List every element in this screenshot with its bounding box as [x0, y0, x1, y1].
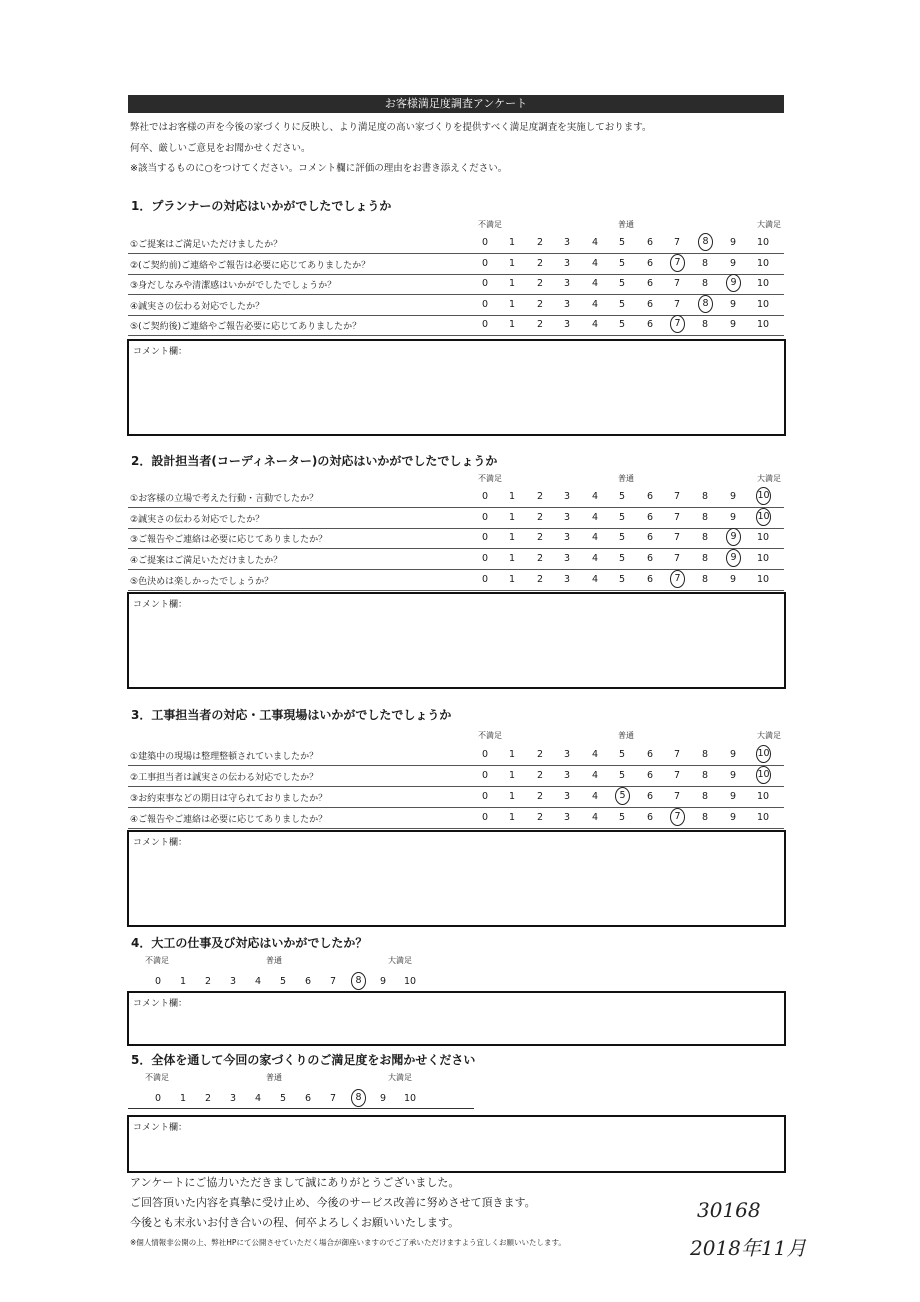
rating-option[interactable]: 7	[673, 553, 681, 564]
question-row	[128, 254, 784, 275]
rating-option[interactable]: 2	[536, 258, 544, 269]
rating-option[interactable]: 1	[508, 258, 516, 269]
rating-option[interactable]: 0	[481, 812, 489, 823]
scale-low-label: 不満足	[478, 220, 502, 229]
rating-option[interactable]: 2	[536, 574, 544, 585]
handwritten-id: 30168	[697, 1198, 761, 1222]
rating-option-selected[interactable]: 7	[670, 254, 685, 272]
rating-option[interactable]: 1	[508, 553, 516, 564]
question-row	[128, 528, 784, 549]
rating-option[interactable]: 0	[481, 278, 489, 289]
rating-option[interactable]: 0	[481, 258, 489, 269]
section-2-title: 2．設計担当者(コーディネーター)の対応はいかがでしたでしょうか	[131, 454, 498, 468]
rating-option[interactable]: 9	[729, 237, 737, 248]
scale-high-label: 大満足	[757, 731, 781, 740]
rating-option[interactable]: 2	[536, 553, 544, 564]
rating-option[interactable]: 2	[536, 812, 544, 823]
rating-option-selected[interactable]: 5	[615, 787, 630, 805]
rating-option[interactable]: 5	[618, 278, 626, 289]
question-row	[128, 295, 784, 316]
rating-option[interactable]: 6	[646, 491, 654, 502]
rating-option[interactable]: 1	[508, 532, 516, 543]
rating-option[interactable]: 6	[646, 512, 654, 523]
rating-option[interactable]: 3	[563, 512, 571, 523]
rating-option[interactable]: 9	[729, 258, 737, 269]
rating-option[interactable]: 4	[591, 553, 599, 564]
rating-option[interactable]: 6	[304, 1093, 312, 1104]
rating-option[interactable]: 7	[329, 1093, 337, 1104]
rating-option[interactable]: 6	[646, 532, 654, 543]
rating-option[interactable]: 7	[329, 976, 337, 987]
scale-high-label: 大満足	[757, 474, 781, 483]
rating-option[interactable]: 6	[646, 770, 654, 781]
question-text: ④ご提案はご満足いただけましたか？	[130, 556, 283, 566]
question-row	[128, 787, 784, 808]
rating-option[interactable]: 2	[536, 770, 544, 781]
rating-option[interactable]: 9	[729, 299, 737, 310]
rating-option[interactable]: 4	[254, 1093, 262, 1104]
rating-option[interactable]: 4	[591, 258, 599, 269]
rating-option[interactable]: 9	[729, 812, 737, 823]
rating-option[interactable]: 1	[508, 770, 516, 781]
question-text: ③ご報告やご連絡は必要に応じてありましたか？	[130, 535, 328, 545]
rating-option[interactable]: 3	[563, 574, 571, 585]
scale-high-label: 大満足	[388, 1073, 412, 1082]
rating-option[interactable]: 5	[618, 258, 626, 269]
divider	[128, 1108, 474, 1109]
rating-option[interactable]: 2	[536, 278, 544, 289]
rating-option[interactable]: 8	[701, 512, 709, 523]
question-text: ①ご提案はご満足いただけましたか？	[130, 240, 283, 250]
rating-option[interactable]: 5	[618, 512, 626, 523]
question-row	[128, 766, 784, 787]
section-1-title: 1．プランナーの対応はいかがでしたでしょうか	[131, 199, 392, 213]
rating-option[interactable]: 4	[591, 574, 599, 585]
rating-option[interactable]: 3	[563, 299, 571, 310]
rating-option[interactable]: 9	[729, 574, 737, 585]
question-text: ①お客様の立場で考えた行動・言動でしたか？	[130, 494, 319, 504]
scale-low-label: 不満足	[145, 1073, 169, 1082]
rating-option[interactable]: 2	[536, 532, 544, 543]
rating-option[interactable]: 4	[591, 770, 599, 781]
question-text: ⑤(ご契約後)ご連絡やご報告必要に応じてありましたか？	[130, 322, 362, 332]
rating-option[interactable]: 8	[701, 278, 709, 289]
rating-option[interactable]: 3	[229, 976, 237, 987]
rating-option[interactable]: 3	[563, 553, 571, 564]
rating-option[interactable]: 7	[673, 278, 681, 289]
comment-box-1[interactable]	[127, 339, 786, 436]
rating-option[interactable]: 0	[154, 1093, 162, 1104]
rating-option[interactable]: 7	[673, 770, 681, 781]
rating-option[interactable]: 9	[379, 1093, 387, 1104]
question-row	[128, 808, 784, 829]
scale-high-label: 大満足	[388, 956, 412, 965]
rating-option[interactable]: 2	[204, 1093, 212, 1104]
rating-option[interactable]: 2	[536, 319, 544, 330]
rating-option[interactable]: 10	[756, 553, 770, 564]
rating-option-selected[interactable]: 7	[670, 315, 685, 333]
comment-label: コメント欄：	[133, 1123, 188, 1133]
rating-option-selected[interactable]: 7	[670, 570, 685, 588]
rating-option[interactable]: 10	[756, 574, 770, 585]
rating-option-selected[interactable]: 10	[756, 745, 771, 763]
rating-option[interactable]: 4	[591, 532, 599, 543]
rating-option[interactable]: 9	[729, 749, 737, 760]
rating-option[interactable]: 8	[701, 749, 709, 760]
rating-option[interactable]: 6	[304, 976, 312, 987]
intro-line-3: ※該当するものに○をつけてください。コメント欄に評価の理由をお書き添えください。	[130, 163, 508, 174]
footer-line-1: アンケートにご協力いただきまして誠にありがとうございました。	[130, 1176, 460, 1189]
rating-option[interactable]: 3	[563, 258, 571, 269]
rating-option[interactable]: 5	[618, 491, 626, 502]
rating-option[interactable]: 5	[618, 770, 626, 781]
rating-option[interactable]: 4	[591, 237, 599, 248]
rating-option[interactable]: 8	[701, 319, 709, 330]
rating-option[interactable]: 0	[481, 299, 489, 310]
rating-option[interactable]: 0	[481, 553, 489, 564]
comment-box-3[interactable]	[127, 830, 786, 927]
comment-box-5[interactable]	[127, 1115, 786, 1173]
rating-option[interactable]: 5	[618, 299, 626, 310]
rating-option[interactable]: 6	[646, 574, 654, 585]
rating-option[interactable]: 6	[646, 237, 654, 248]
comment-label: コメント欄：	[133, 600, 188, 610]
rating-option[interactable]: 8	[701, 532, 709, 543]
rating-option-selected[interactable]: 8	[351, 1089, 366, 1107]
rating-option[interactable]: 2	[536, 299, 544, 310]
rating-option[interactable]: 1	[508, 491, 516, 502]
rating-option[interactable]: 6	[646, 258, 654, 269]
rating-option[interactable]: 2	[536, 237, 544, 248]
rating-option[interactable]: 7	[673, 299, 681, 310]
rating-option[interactable]: 0	[481, 574, 489, 585]
rating-option[interactable]: 4	[591, 512, 599, 523]
footer-line-2: ご回答頂いた内容を真摯に受け止め、今後のサービス改善に努めさせて頂きます。	[130, 1196, 536, 1209]
rating-option[interactable]: 0	[481, 491, 489, 502]
rating-option[interactable]: 5	[618, 319, 626, 330]
rating-option[interactable]: 5	[618, 574, 626, 585]
rating-option[interactable]: 0	[481, 749, 489, 760]
question-row	[128, 233, 784, 254]
rating-option[interactable]: 9	[379, 976, 387, 987]
rating-option[interactable]: 0	[481, 237, 489, 248]
question-row	[128, 570, 784, 591]
rating-option[interactable]: 0	[481, 770, 489, 781]
rating-option[interactable]: 4	[591, 491, 599, 502]
rating-option[interactable]: 4	[591, 319, 599, 330]
privacy-note: ※個人情報非公開の上、弊社HPにて公開させていただく場合が御座いますのでご了承いただけますよう宜しくお願いいたします。	[130, 1238, 566, 1247]
rating-option[interactable]: 0	[481, 319, 489, 330]
section-3-title: 3．工事担当者の対応・工事現場はいかがでしたでしょうか	[131, 708, 452, 722]
rating-option[interactable]: 5	[279, 1093, 287, 1104]
scale-mid-label: 普通	[618, 731, 634, 740]
rating-option[interactable]: 10	[756, 299, 770, 310]
rating-option[interactable]: 1	[508, 237, 516, 248]
rating-option[interactable]: 9	[729, 491, 737, 502]
rating-option[interactable]: 5	[618, 532, 626, 543]
question-row	[128, 315, 784, 336]
question-text: ②(ご契約前)ご連絡やご報告は必要に応じてありましたか？	[130, 261, 371, 271]
rating-option[interactable]: 6	[646, 299, 654, 310]
question-text: ①建築中の現場は整理整頓されていましたか？	[130, 752, 319, 762]
rating-option[interactable]: 10	[756, 532, 770, 543]
rating-option[interactable]: 6	[646, 278, 654, 289]
question-text: ④ご報告やご連絡は必要に応じてありましたか？	[130, 815, 328, 825]
rating-option[interactable]: 0	[481, 532, 489, 543]
rating-option[interactable]: 8	[701, 258, 709, 269]
rating-option[interactable]: 7	[673, 512, 681, 523]
rating-option[interactable]: 5	[618, 749, 626, 760]
scale-mid-label: 普通	[266, 956, 282, 965]
rating-option-selected[interactable]: 10	[756, 508, 771, 526]
rating-option[interactable]: 3	[563, 791, 571, 802]
rating-option[interactable]: 9	[729, 791, 737, 802]
rating-option-selected[interactable]: 9	[726, 274, 741, 292]
question-text: ③お約束事などの期日は守られておりましたか？	[130, 794, 328, 804]
scale-low-label: 不満足	[478, 474, 502, 483]
question-text: ②誠実さの伝わる対応でしたか？	[130, 515, 265, 525]
section-4-title: 4．大工の仕事及び対応はいかがでしたか？	[131, 936, 368, 950]
scale-mid-label: 普通	[618, 474, 634, 483]
rating-option[interactable]: 3	[563, 812, 571, 823]
question-row	[128, 274, 784, 295]
rating-option[interactable]: 3	[563, 278, 571, 289]
rating-option[interactable]: 7	[673, 532, 681, 543]
rating-option[interactable]: 7	[673, 237, 681, 248]
rating-option-selected[interactable]: 9	[726, 528, 741, 546]
scale-mid-label: 普通	[266, 1073, 282, 1082]
question-row	[128, 487, 784, 508]
rating-option[interactable]: 2	[536, 491, 544, 502]
rating-option[interactable]: 4	[591, 812, 599, 823]
question-row	[128, 508, 784, 529]
rating-option-selected[interactable]: 8	[698, 295, 713, 313]
rating-option[interactable]: 10	[756, 278, 770, 289]
rating-option[interactable]: 10	[756, 812, 770, 823]
rating-option[interactable]: 10	[756, 258, 770, 269]
comment-box-2[interactable]	[127, 592, 786, 689]
rating-option[interactable]: 3	[563, 749, 571, 760]
rating-option[interactable]: 3	[563, 532, 571, 543]
comment-label: コメント欄：	[133, 838, 188, 848]
rating-option[interactable]: 10	[403, 976, 417, 987]
rating-option[interactable]: 1	[179, 976, 187, 987]
comment-label: コメント欄：	[133, 999, 188, 1009]
rating-option[interactable]: 9	[729, 770, 737, 781]
rating-option[interactable]: 4	[591, 749, 599, 760]
comment-box-4[interactable]	[127, 991, 786, 1046]
rating-option-selected[interactable]: 8	[351, 972, 366, 990]
rating-option[interactable]: 6	[646, 553, 654, 564]
rating-option[interactable]: 1	[508, 319, 516, 330]
rating-option[interactable]: 8	[701, 574, 709, 585]
handwritten-date: 2018年11月	[690, 1236, 807, 1260]
rating-option[interactable]: 8	[701, 812, 709, 823]
rating-option[interactable]: 3	[563, 770, 571, 781]
rating-option[interactable]: 1	[508, 749, 516, 760]
rating-option[interactable]: 4	[591, 299, 599, 310]
rating-option[interactable]: 6	[646, 319, 654, 330]
question-row	[128, 549, 784, 570]
rating-option[interactable]: 6	[646, 812, 654, 823]
rating-option[interactable]: 5	[618, 237, 626, 248]
rating-option[interactable]: 1	[508, 512, 516, 523]
rating-option[interactable]: 10	[403, 1093, 417, 1104]
rating-option[interactable]: 1	[508, 791, 516, 802]
rating-option[interactable]: 5	[618, 812, 626, 823]
rating-option[interactable]: 3	[563, 319, 571, 330]
rating-option[interactable]: 1	[508, 299, 516, 310]
rating-option[interactable]: 5	[279, 976, 287, 987]
rating-option[interactable]: 3	[563, 491, 571, 502]
rating-option[interactable]: 2	[536, 749, 544, 760]
rating-option[interactable]: 2	[536, 791, 544, 802]
rating-option[interactable]: 4	[591, 278, 599, 289]
scale-low-label: 不満足	[478, 731, 502, 740]
rating-option[interactable]: 0	[154, 976, 162, 987]
intro-line-1: 弊社ではお客様の声を今後の家づくりに反映し、より満足度の高い家づくりを提供すべく満足度調査を実施しております。	[130, 122, 652, 133]
scale-high-label: 大満足	[757, 220, 781, 229]
question-text: ②工事担当者は誠実さの伝わる対応でしたか？	[130, 773, 319, 783]
rating-option[interactable]: 10	[756, 237, 770, 248]
question-text: ④誠実さの伝わる対応でしたか？	[130, 302, 265, 312]
rating-option[interactable]: 3	[229, 1093, 237, 1104]
rating-option[interactable]: 4	[254, 976, 262, 987]
rating-option[interactable]: 0	[481, 791, 489, 802]
comment-label: コメント欄：	[133, 347, 188, 357]
rating-option[interactable]: 1	[508, 812, 516, 823]
question-text: ③身だしなみや清潔感はいかがでしたでしょうか？	[130, 281, 337, 291]
rating-option[interactable]: 2	[204, 976, 212, 987]
intro-line-2: 何卒、厳しいご意見をお聞かせください。	[130, 143, 311, 154]
rating-option[interactable]: 7	[673, 491, 681, 502]
rating-option[interactable]: 2	[536, 512, 544, 523]
scale-mid-label: 普通	[618, 220, 634, 229]
rating-option-selected[interactable]: 10	[756, 487, 771, 505]
rating-option[interactable]: 6	[646, 791, 654, 802]
rating-option[interactable]: 10	[756, 791, 770, 802]
rating-option[interactable]: 4	[591, 791, 599, 802]
survey-header: お客様満足度調査アンケート	[128, 95, 784, 113]
rating-option[interactable]: 1	[508, 574, 516, 585]
rating-option[interactable]: 8	[701, 491, 709, 502]
rating-option[interactable]: 9	[729, 319, 737, 330]
rating-option-selected[interactable]: 10	[756, 766, 771, 784]
question-row	[128, 745, 784, 766]
rating-option[interactable]: 7	[673, 791, 681, 802]
rating-option[interactable]: 8	[701, 553, 709, 564]
rating-option[interactable]: 6	[646, 749, 654, 760]
rating-option[interactable]: 3	[563, 237, 571, 248]
rating-option[interactable]: 0	[481, 512, 489, 523]
scale-low-label: 不満足	[145, 956, 169, 965]
rating-option[interactable]: 1	[508, 278, 516, 289]
rating-option[interactable]: 8	[701, 770, 709, 781]
question-text: ⑤色決めは楽しかったでしょうか？	[130, 577, 274, 587]
rating-option[interactable]: 10	[756, 319, 770, 330]
rating-option-selected[interactable]: 9	[726, 549, 741, 567]
rating-option-selected[interactable]: 7	[670, 808, 685, 826]
rating-option[interactable]: 1	[179, 1093, 187, 1104]
footer-line-3: 今後とも末永いお付き合いの程、何卒よろしくお願いいたします。	[130, 1216, 460, 1229]
section-5-title: 5．全体を通して今回の家づくりのご満足度をお聞かせください	[131, 1053, 476, 1067]
rating-option[interactable]: 7	[673, 749, 681, 760]
rating-option[interactable]: 9	[729, 512, 737, 523]
rating-option[interactable]: 8	[701, 791, 709, 802]
rating-option[interactable]: 5	[618, 553, 626, 564]
rating-option-selected[interactable]: 8	[698, 233, 713, 251]
